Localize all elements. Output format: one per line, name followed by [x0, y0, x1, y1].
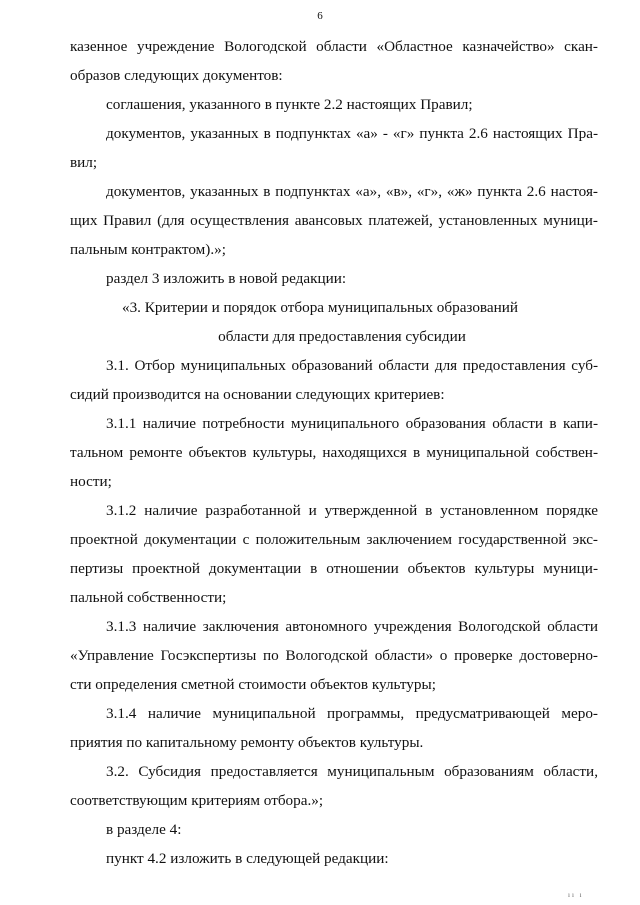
text-line: документов, указанных в подпунктах «а», «в», «г», «ж» пункта 2.6 настоя-: [106, 183, 598, 200]
text-line: пальной собственности;: [70, 589, 227, 606]
text-line: вил;: [70, 154, 98, 171]
text-line: 3.1. Отбор муниципальных образований области для предоставления суб-: [106, 357, 598, 374]
page-number: 6: [317, 10, 323, 22]
section-heading-line: «3. Критерии и порядок отбора муниципальных образований: [121, 299, 519, 316]
text-line: документов, указанных в подпунктах «а» - «г» пункта 2.6 настоящих Пра-: [106, 125, 598, 142]
footer-mark: ıı ı: [568, 891, 584, 899]
text-line: приятия по капитальному ремонту объектов культуры.: [70, 734, 424, 751]
text-line: в разделе 4:: [106, 821, 182, 838]
text-line: 3.2. Субсидия предоставляется муниципальным образованиям области,: [106, 763, 598, 780]
text-line: казенное учреждение Вологодской области «Областное казначейство» скан-: [70, 38, 598, 55]
text-line: ности;: [70, 473, 112, 490]
text-line: сти определения сметной стоимости объектов культуры;: [70, 676, 436, 693]
text-line: щих Правил (для осуществления авансовых платежей, установленных муници-: [70, 212, 598, 229]
text-line: образов следующих документов:: [70, 67, 283, 84]
text-line: пальным контрактом).»;: [70, 241, 226, 258]
text-line: пункт 4.2 изложить в следующей редакции:: [106, 850, 389, 867]
text-line: 3.1.4 наличие муниципальной программы, предусматривающей меро-: [106, 705, 598, 722]
text-line: раздел 3 изложить в новой редакции:: [106, 270, 347, 287]
text-line: 3.1.2 наличие разработанной и утвержденной в установленном порядке: [106, 502, 598, 519]
text-line: тальном ремонте объектов культуры, находящихся в муниципальной собствен-: [70, 444, 598, 461]
text-line: 3.1.3 наличие заключения автономного учреждения Вологодской области: [106, 618, 598, 635]
text-line: проектной документации с положительным заключением государственной экс-: [70, 531, 598, 548]
text-line: соглашения, указанного в пункте 2.2 настоящих Правил;: [106, 96, 473, 113]
text-line: 3.1.1 наличие потребности муниципального образования области в капи-: [106, 415, 598, 432]
text-line: соответствующим критериям отбора.»;: [70, 792, 324, 809]
text-line: пертизы проектной документации в отношении объектов культуры муници-: [70, 560, 598, 577]
text-line: «Управление Госэкспертизы по Вологодской области» о проверке достоверно-: [70, 647, 598, 664]
section-heading-line: области для предоставления субсидии: [218, 328, 466, 345]
text-line: сидий производится на основании следующих критериев:: [70, 386, 445, 403]
